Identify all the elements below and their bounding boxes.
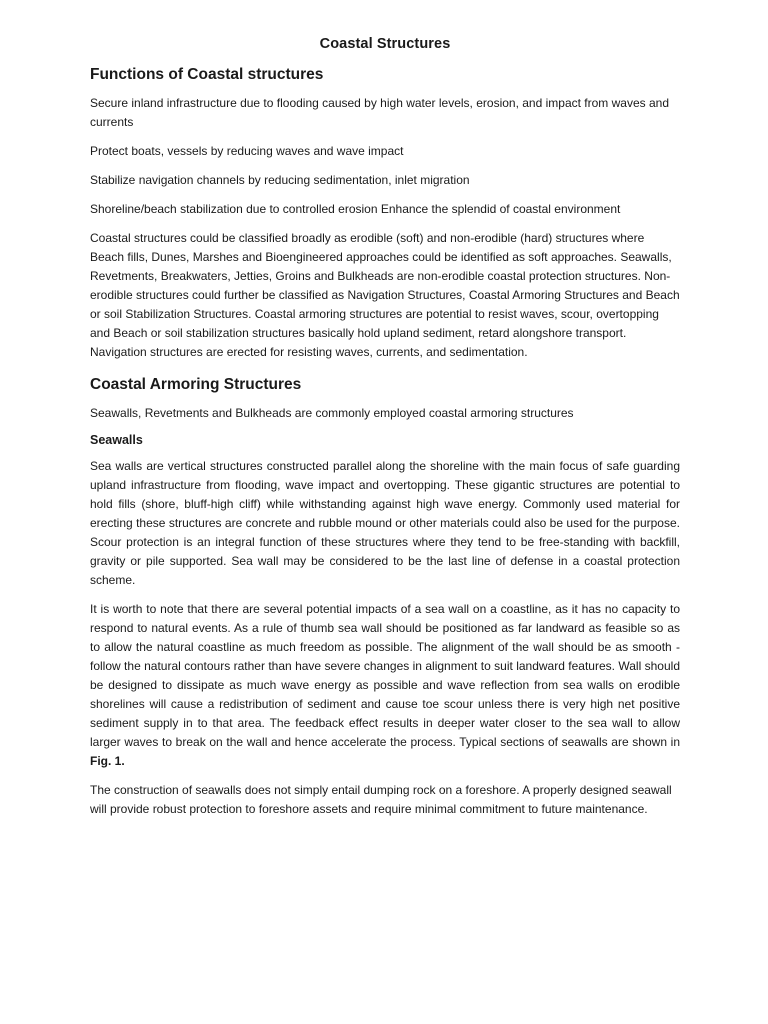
paragraph-seawalls-2-text: It is worth to note that there are several potential impacts of a sea wall on a coastline, as it has no capacity to respond to natural events. As a rule of thumb sea wall should be positioned as far landward as feasible so as to allow the natural coastline as much freedom as possible. The alignment of the wall should be as smooth -follow the natural contours rather than have severe changes in alignment to suit landward features. Wall should be designed to dissipate as much wave energy as possible and wave reflection from sea walls on erodible shorelines will cause a redistribution of sediment and cause toe scour unless there is very high net positive sediment supply in to that area. The feedback effect results in deeper water closer to the sea wall to allow larger waves to break on the wall and hence accelerate the process. Typical sections of seawalls are shown in [90,602,680,749]
paragraph-function-2: Protect boats, vessels by reducing waves and wave impact [90,144,404,158]
paragraph-function-3: Stabilize navigation channels by reducing sedimentation, inlet migration [90,173,470,187]
paragraph-classification: Coastal structures could be classified broadly as erodible (soft) and non-erodible (hard) structures where Beach fills, Dunes, Marshes and Bioengineered approaches could be identified as soft approaches. Seawalls, Revetments, Breakwaters, Jetties, Groins and Bulkheads are non-erodible coastal protection structures. Non-erodible structures could further be classified as Navigation Structures, Coastal Armoring Structures and Beach or soil Stabilization Structures. Coastal armoring structures are potential to resist waves, scour, overtopping and Beach or soil stabilization structures basically hold upland sediment, retard alongshore transport. Navigation structures are erected for resisting waves, currents, and sedimentation. [90,231,680,359]
paragraph-seawalls-1: Sea walls are vertical structures constructed parallel along the shoreline with the main focus of safe guarding upland infrastructure from flooding, wave impact and overtopping. These gigantic structures are potential to hold fills (shore, bluff-high cliff) while withstanding against high wave energy. Commonly used material for erecting these structures are concrete and rubble mound or other materials could also be used for the purpose. Scour protection is an integral function of these structures where they tend to be free-standing with backfill, gravity or pile supported. Sea wall may be considered to be the last line of defense in a coastal protection scheme. [90,459,680,587]
document-page [90,36,680,829]
paragraph-function-1: Secure inland infrastructure due to flooding caused by high water levels, erosion, and impact from waves and currents [90,96,669,129]
paragraph-seawalls-2 [90,600,680,771]
paragraph-seawalls-3: The construction of seawalls does not simply entail dumping rock on a foreshore. A properly designed seawall will provide robust protection to foreshore assets and require minimal commitment to future maintenance. [90,783,672,816]
paragraph-function-4: Shoreline/beach stabilization due to controlled erosion Enhance the splendid of coastal environment [90,202,621,216]
paragraph-armoring-intro: Seawalls, Revetments and Bulkheads are commonly employed coastal armoring structures [90,406,574,420]
subheading-seawalls: Seawalls [90,433,143,447]
figure-reference: Fig. 1. [90,754,125,768]
section-heading-armoring: Coastal Armoring Structures [90,376,302,393]
document-title: Coastal Structures [319,36,451,52]
section-heading-functions: Functions of Coastal structures [90,66,324,83]
